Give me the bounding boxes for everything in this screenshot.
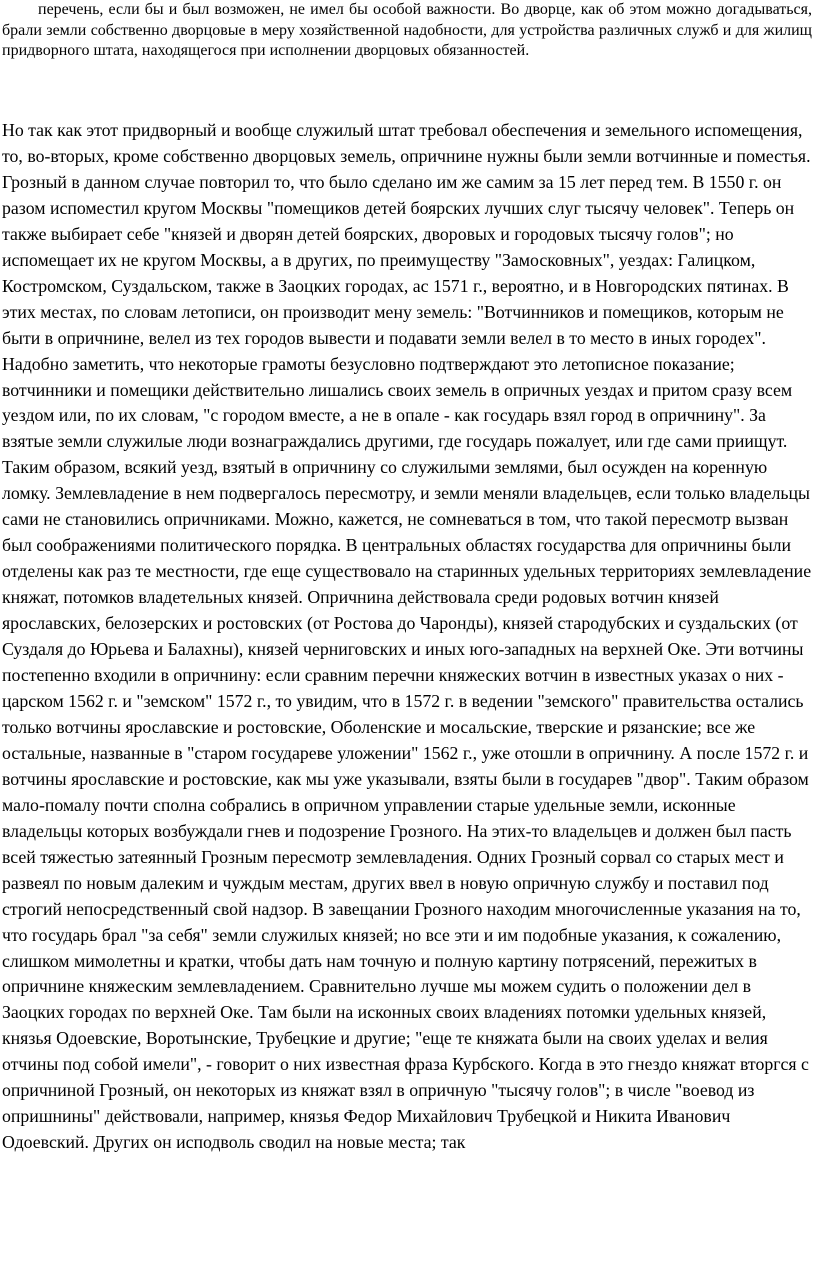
paragraph-2: Но так как этот придворный и вообще служилый штат требовал обеспечения и земельного испомещения, то, во-вторых, кроме собственно дворцовых земель, опричнине нужны были земли вотчинные и поместья. Грозный в данном случае повторил то, что было сделано им же самим за 15 лет перед тем. В 1550 г. он разом испоместил кругом Москвы "помещиков детей боярских лучших слуг тысячу человек". Теперь он также выбирает себе "князей и дворян детей боярских, дворовых и городовых тысячу голов"; но испомещает их не кругом Москвы, а в других, по преимуществу "Замосковных", уездах: Галицком, Костромском, Суздальском, также в Заоцких городах, ас 1571 г., вероятно, и в Новгородских пятинах. В этих местах, по словам летописи, он производит мену земель: "Вотчинников и помещиков, которым не быти в опричнине, велел из тех городов вывести и подавати земли велел в то место в иных городех". Надобно заметить, что некоторые грамоты безусловно подтверждают это летописное показание; вотчинники и помещики действительно лишались своих земель в опричных уездах и притом сразу всем уездом или, по их словам, "с городом вместе, а не в опале - как государь взял город в опричнину". За взятые земли служилые люди вознаграждались другими, где государь пожалует, или где сами приищут. Таким образом, всякий уезд, взятый в опричнину со служилыми землями, был осужден на коренную ломку. Землевладение в нем подвергалось пересмотру, и земли меняли владельцев, если только владельцы сами не становились опричниками. Можно, кажется, не сомневаться в том, что такой пересмотр вызван был соображениями политического порядка. В центральных областях государства для опричнины были отделены как раз те местности, где еще существовало на старинных удельных территориях землевладение княжат, потомков владетельных князей. Опричнина действовала среди родовых вотчин князей ярославских, белозерских и ростовских (от Ростова до Чаронды), князей стародубских и суздальских (от Суздаля до Юрьева и Балахны), князей черниговских и иных юго-западных на верхней Оке. Эти вотчины постепенно входили в опричнину: если сравним перечни княжеских вотчин в известных указах о них - царском 1562 г. и "земском" 1572 г., то увидим, что в 1572 г. в ведении "земского" правительства остались только вотчины ярославские и ростовские, Оболенские и мосальские, тверские и рязанские; все же остальные, названные в "старом государеве уложении" 1562 г., уже отошли в опричнину. А после 1572 г. и вотчины ярославские и ростовские, как мы уже указывали, взяты были в государев "двор". Таким образом мало-помалу почти сполна собрались в опричном управлении старые удельные земли, исконные владельцы которых возбуждали гнев и подозрение Грозного. На этих-то владельцев и должен был пасть всей тяжестью затеянный Грозным пересмотр землевладения. Одних Грозный сорвал со старых мест и развеял по новым далеким и чуждым местам, других ввел в новую опричную службу и поставил под строгий непосредственный свой надзор. В завещании Грозного находим многочисленные указания на то, что государь брал "за себя" земли служилых князей; но все эти и им подобные указания, к сожалению, слишком мимолетны и кратки, чтобы дать нам точную и полную картину потрясений, пережитых в опричнине княжеским землевладением. Сравнительно лучше мы можем судить о положении дел в Заоцких городах по верхней Оке. Там были на исконных своих владениях потомки удельных князей, князья Одоевские, Воротынские, Трубецкие и другие; "еще те княжата были на своих уделах и велия отчины под собой имели", - говорит о них известная фраза Курбского. Когда в это гнездо княжат вторгся с опричниной Грозный, он некоторых из княжат взял в опричную "тысячу голов"; в числе "воевод из опришнины" действовали, например, князья Федор Михайлович Трубецкой и Никита Иванович Одоевский. Других он исподволь сводил на новые места; так [2, 120, 812, 1153]
paragraph-1: перечень, если бы и был возможен, не имел бы особой важности. Во дворце, как об этом можно догадываться, брали земли собственно дворцовые в меру хозяйственной надобности, для устройства различных служб и для жилищ придворного штата, находящегося при исполнении дворцовых обязанностей. [2, 1, 812, 59]
